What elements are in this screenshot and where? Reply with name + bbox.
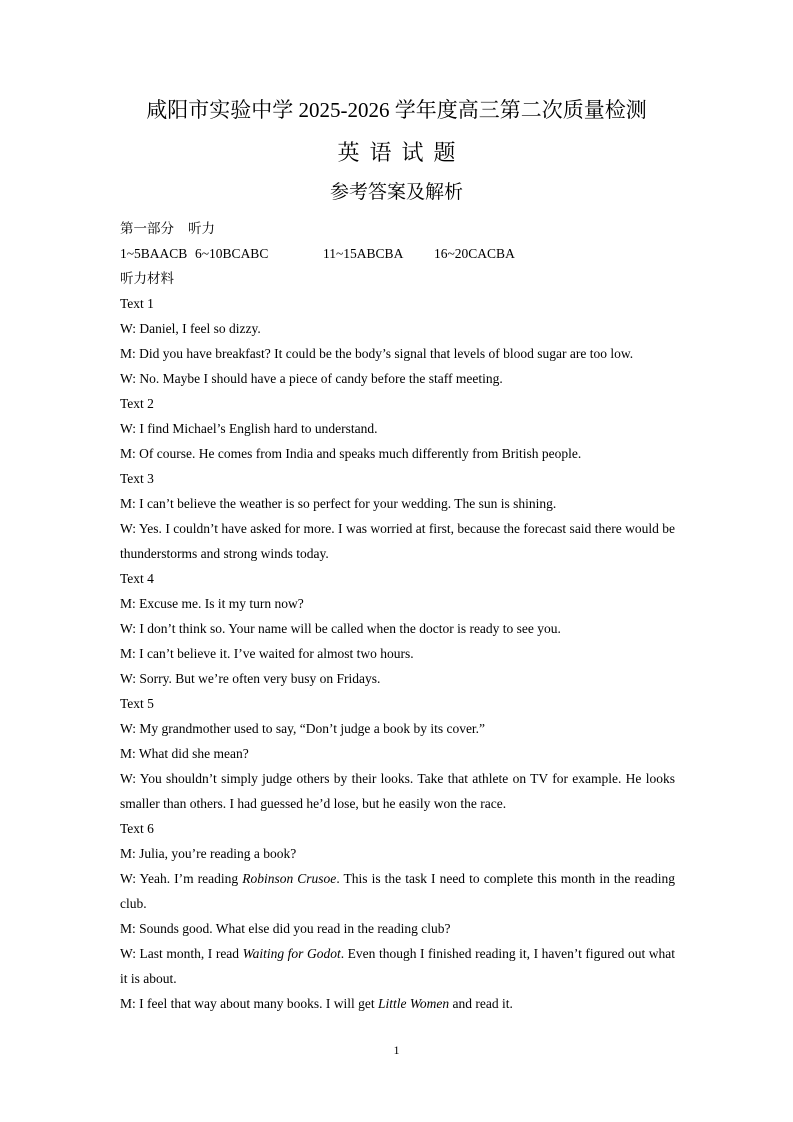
text-label: Text 3 bbox=[120, 471, 154, 486]
text-label: Text 1 bbox=[120, 296, 154, 311]
page-number: 1 bbox=[393, 1043, 400, 1057]
line-text: W: Last month, I read bbox=[120, 946, 243, 961]
line-text: M: I feel that way about many books. I will get bbox=[120, 996, 378, 1011]
dialogue-line: W: I don’t think so. Your name will be called when the doctor is ready to see you. bbox=[120, 621, 561, 636]
document-body bbox=[120, 216, 675, 1016]
dialogue-line: M: Sounds good. What else did you read in the reading club? bbox=[120, 921, 451, 936]
line-text: . Even though I finished reading it, I haven’t figured out what it is about. bbox=[120, 946, 675, 986]
dialogue-line: M: What did she mean? bbox=[120, 746, 249, 761]
book-title: Robinson Crusoe bbox=[242, 871, 337, 886]
dialogue-line: W: No. Maybe I should have a piece of candy before the staff meeting. bbox=[120, 371, 503, 386]
dialogue-line: M: Of course. He comes from India and speaks much differently from British people. bbox=[120, 446, 582, 461]
dialogue-line: W: I find Michael’s English hard to understand. bbox=[120, 421, 378, 436]
line-text: W: Yeah. I’m reading bbox=[120, 871, 243, 886]
dialogue-line: W: My grandmother used to say, “Don’t judge a book by its cover.” bbox=[120, 721, 486, 736]
answer-group: 11~15ABCBA bbox=[323, 246, 404, 261]
exam-title: 咸阳市实验中学 2025-2026 学年度高三第二次质量检测 bbox=[146, 98, 647, 122]
text-label: Text 2 bbox=[120, 396, 154, 411]
text-label: Text 5 bbox=[120, 696, 154, 711]
materials-heading: 听力材料 bbox=[120, 271, 174, 286]
dialogue-line: M: Excuse me. Is it my turn now? bbox=[120, 596, 304, 611]
text-label: Text 6 bbox=[120, 821, 154, 836]
dialogue-line bbox=[120, 941, 675, 991]
line-text: . This is the task I need to complete this month in the reading club. bbox=[120, 871, 675, 911]
text-label: Text 4 bbox=[120, 571, 154, 586]
book-title: Waiting for Godot bbox=[242, 946, 341, 961]
section-part: 第一部分 bbox=[120, 221, 174, 236]
section-heading bbox=[120, 216, 675, 241]
dialogue-line: M: I can’t believe it. I’ve waited for almost two hours. bbox=[120, 646, 414, 661]
line-text: and read it. bbox=[449, 996, 513, 1011]
dialogue-line: M: I can’t believe the weather is so perfect for your wedding. The sun is shining. bbox=[120, 496, 557, 511]
dialogue-line: M: Did you have breakfast? It could be the body’s signal that levels of blood sugar are too low. bbox=[120, 346, 634, 361]
dialogue-line: W: You shouldn’t simply judge others by their looks. Take that athlete on TV for example. He looks smaller than others. I had guessed he’d lose, but he easily won the race. bbox=[120, 771, 675, 811]
answer-group: 1~5BAACB bbox=[120, 246, 188, 261]
answer-group: 16~20CACBA bbox=[434, 246, 515, 261]
dialogue-line: M: Julia, you’re reading a book? bbox=[120, 846, 297, 861]
dialogue-line bbox=[120, 866, 675, 916]
dialogue-line: W: Daniel, I feel so dizzy. bbox=[120, 321, 261, 336]
dialogue-line: W: Yes. I couldn’t have asked for more. I was worried at first, because the forecast said there would be thunderstorms and strong winds today. bbox=[120, 521, 675, 561]
answer-key-title: 参考答案及解析 bbox=[329, 182, 463, 203]
answer-row bbox=[120, 241, 675, 266]
subject-title: 英语试题 bbox=[337, 140, 466, 165]
dialogue-line: W: Sorry. But we’re often very busy on Fridays. bbox=[120, 671, 381, 686]
dialogue-line bbox=[120, 991, 675, 1016]
section-name: 听力 bbox=[188, 221, 215, 236]
answer-group: 6~10BCABC bbox=[195, 246, 269, 261]
book-title: Little Women bbox=[377, 996, 450, 1011]
